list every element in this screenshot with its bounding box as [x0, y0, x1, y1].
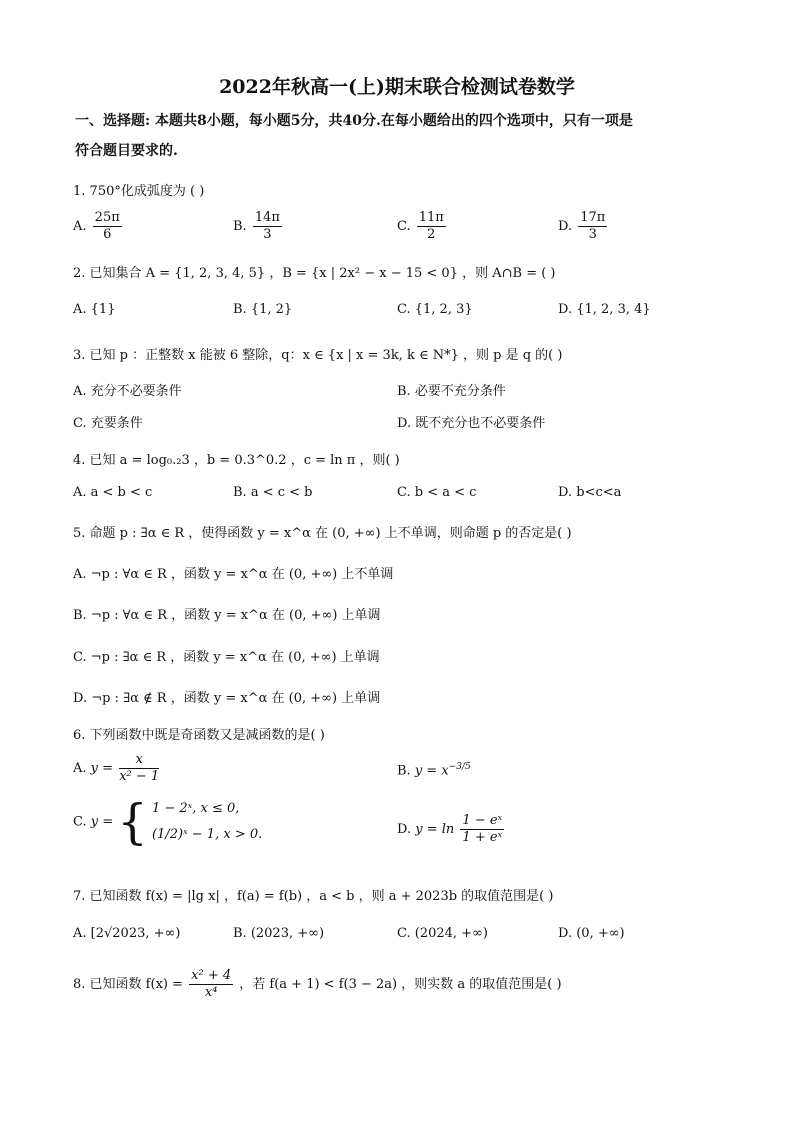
denominator: 3 — [588, 227, 597, 242]
option-label: B. — [397, 763, 411, 779]
expression: y = x — [414, 763, 449, 779]
option-label: A. — [73, 761, 87, 776]
question-text: 已知函数 f(x) = |lg x| ，f(a) = f(b) ，a < b ，则 a + 2023b 的取值范围是( ) — [89, 889, 554, 904]
expression: y = ln — [415, 822, 455, 837]
piecewise-cases — [152, 796, 262, 848]
question-number: 3. — [73, 348, 86, 363]
numerator: 1 − eˣ — [462, 813, 503, 828]
q1-option-c — [397, 210, 448, 243]
q3-option-a: A. 充分不必要条件 — [73, 384, 182, 399]
q6-option-a — [73, 752, 161, 785]
q1-option-b — [233, 210, 284, 243]
question-text: 已知 a = log₀.₂3 ，b = 0.3^0.2 ，c = ln π ，则( ) — [89, 453, 400, 468]
question-3 — [73, 344, 562, 363]
question-4 — [73, 449, 400, 468]
fraction — [189, 968, 233, 1001]
q6-option-c — [73, 796, 262, 848]
numerator: 17π — [580, 210, 606, 225]
fraction — [578, 210, 607, 243]
q7-option-b: B. (2023, +∞) — [233, 926, 325, 941]
option-label: D. — [397, 822, 412, 837]
q5-option-d: D. ¬p : ∃α ∉ R ，函数 y = x^α 在 (0, +∞) 上单调 — [73, 691, 381, 706]
question-text: 命题 p : ∃α ∈ R ，使得函数 y = x^α 在 (0, +∞) 上不单调，则命题 p 的否定是( ) — [89, 526, 572, 541]
denominator: x⁴ — [204, 985, 218, 1000]
numerator: x² + 4 — [191, 968, 232, 983]
fraction — [93, 210, 122, 243]
q6-option-d — [397, 813, 506, 846]
option-label: C. — [397, 219, 411, 234]
q1-option-a — [73, 210, 124, 243]
page-title: 2022年秋高一(上)期末联合检测试卷数学 — [219, 76, 575, 98]
question-text: 下列函数中既是奇函数又是减函数的是( ) — [89, 728, 325, 743]
q4-option-b: B. a < c < b — [233, 485, 313, 500]
numerator: 14π — [254, 210, 280, 225]
question-6 — [73, 724, 325, 743]
fraction — [417, 210, 446, 243]
question-text: 已知 p ：正整数 x 能被 6 整除，q：x ∈ {x | x = 3k, k ∈ N*} ，则 p 是 q 的( ) — [89, 348, 563, 363]
question-5 — [73, 522, 572, 541]
option-label: B. — [233, 219, 247, 234]
q2-option-c: C. {1, 2, 3} — [397, 302, 473, 317]
q2-option-a: A. {1} — [73, 302, 116, 317]
denominator: 3 — [263, 227, 272, 242]
option-label: D. — [558, 219, 573, 234]
q4-option-d: D. b<c<a — [558, 485, 622, 500]
q5-option-c: C. ¬p : ∃α ∈ R ，函数 y = x^α 在 (0, +∞) 上单调 — [73, 650, 380, 665]
q1-option-d — [558, 210, 609, 243]
question-number: 8. — [73, 977, 86, 992]
numerator: x — [119, 752, 159, 769]
question-number: 5. — [73, 526, 86, 541]
question-1 — [73, 180, 204, 199]
q6-option-b — [397, 762, 471, 778]
q4-option-a: A. a < b < c — [73, 485, 153, 500]
question-number: 1. — [73, 184, 86, 199]
section-heading-line1: 一、选择题: 本题共8小题，每小题5分，共40分.在每小题给出的四个选项中，只有一项是 — [75, 113, 633, 129]
question-text-post: ，若 f(a + 1) < f(3 − 2a) ，则实数 a 的取值范围是( ) — [239, 977, 562, 992]
q3-option-b: B. 必要不充分条件 — [397, 384, 506, 399]
question-text: 750°化成弧度为 ( ) — [89, 184, 205, 199]
q3-option-c: C. 充要条件 — [73, 416, 143, 431]
question-number: 2. — [73, 266, 86, 281]
q3-option-d: D. 既不充分也不必要条件 — [397, 416, 546, 431]
q7-option-d: D. (0, +∞) — [558, 926, 625, 941]
q5-option-a: A. ¬p : ∀α ∈ R ，函数 y = x^α 在 (0, +∞) 上不单调 — [73, 567, 394, 582]
case-2: (1/2)ˣ − 1, x > 0. — [151, 827, 263, 842]
question-2 — [73, 262, 556, 281]
q7-option-a: A. [2√2023, +∞) — [73, 926, 181, 941]
q2-option-b: B. {1, 2} — [233, 302, 293, 317]
option-label: A. — [73, 219, 87, 234]
denominator: 6 — [103, 227, 112, 242]
denominator: 1 + eˣ — [462, 830, 503, 845]
expression: y = — [90, 761, 114, 776]
question-number: 7. — [73, 889, 86, 904]
question-text: 已知集合 A = {1, 2, 3, 4, 5} ，B = {x | 2x² − x − 15 < 0} ，则 A∩B = ( ) — [89, 266, 556, 281]
case-1: 1 − 2ˣ, x ≤ 0, — [151, 801, 240, 816]
numerator: 25π — [94, 210, 120, 225]
section-heading-line2: 符合题目要求的. — [75, 143, 178, 159]
question-number: 6. — [73, 728, 86, 743]
denominator: x² − 1 — [119, 769, 160, 784]
expression: y = — [90, 814, 114, 830]
q5-option-b: B. ¬p : ∀α ∈ R ，函数 y = x^α 在 (0, +∞) 上单调 — [73, 608, 381, 623]
fraction — [119, 752, 159, 785]
option-label: C. — [73, 814, 87, 830]
exponent: −3/5 — [448, 762, 471, 772]
fraction — [253, 210, 282, 243]
question-8 — [73, 968, 562, 1001]
q4-option-c: C. b < a < c — [397, 485, 477, 500]
q2-option-d: D. {1, 2, 3, 4} — [558, 302, 651, 317]
question-number: 4. — [73, 453, 86, 468]
denominator: 2 — [427, 227, 436, 242]
question-7 — [73, 885, 553, 904]
numerator: 11π — [418, 210, 444, 225]
q7-option-c: C. (2024, +∞) — [397, 926, 488, 941]
left-brace: { — [117, 794, 148, 850]
question-text-pre: 已知函数 f(x) = — [89, 977, 183, 992]
fraction — [460, 813, 504, 846]
